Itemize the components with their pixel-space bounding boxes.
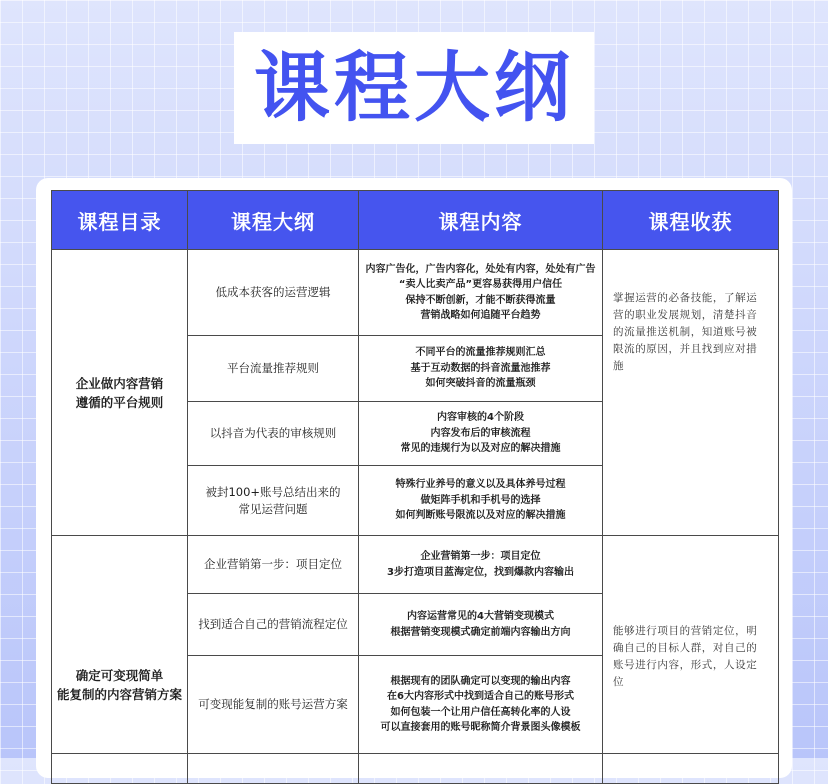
empty-cell [52, 754, 188, 784]
section-cell: 可变现能复制的账号运营方案 [188, 656, 359, 754]
header-content: 课程内容 [359, 191, 603, 250]
content-cell: 内容广告化，广告内容化，处处有内容，处处有广告 “卖人比卖产品”更容易获得用户信任 保持不断创新，才能不断获得流量 营销战略如何追随平台趋势 [359, 250, 603, 336]
section-cell: 被封100+账号总结出来的 常见运营问题 [188, 466, 359, 536]
category-label: 企业做内容营销 遵循的平台规则 [75, 375, 164, 410]
course-outline-table [51, 190, 779, 784]
content-cell: 内容运营常见的4大营销变现模式 根据营销变现模式确定前端内容输出方向 [359, 594, 603, 656]
content-cell: 不同平台的流量推荐规则汇总 基于互动数据的抖音流量池推荐 如何突破抖音的流量瓶颈 [359, 336, 603, 402]
page-title: 课程大纲 [254, 43, 574, 132]
table-header-row [52, 191, 779, 250]
empty-cell [188, 754, 359, 784]
header-gain: 课程收获 [603, 191, 779, 250]
table-row [52, 754, 779, 784]
section-cell: 低成本获客的运营逻辑 [188, 250, 359, 336]
section-cell: 以抖音为代表的审核规则 [188, 402, 359, 466]
empty-cell [359, 754, 603, 784]
category-label: 确定可变现简单 能复制的内容营销方案 [56, 667, 182, 702]
content-cell: 根据现有的团队确定可以变现的输出内容 在6大内容形式中找到适合自己的账号形式 如何包装一个让用户信任高转化率的人设 可以直接套用的账号昵称简介背景图头像模板 [359, 656, 603, 754]
gain-text: 能够进行项目的营销定位，明确自己的目标人群，对自己的账号进行内容，形式，人设定位 [613, 624, 758, 688]
section-cell: 平台流量推荐规则 [188, 336, 359, 402]
section-cell: 找到适合自己的营销流程定位 [188, 594, 359, 656]
table-row [52, 536, 779, 594]
category-cell [52, 250, 188, 536]
header-catalog: 课程目录 [52, 191, 188, 250]
empty-cell [603, 754, 779, 784]
category-cell [52, 536, 188, 754]
header-outline: 课程大纲 [188, 191, 359, 250]
title-banner [234, 32, 594, 144]
gain-cell [603, 250, 779, 536]
content-cell: 内容审核的4个阶段 内容发布后的审核流程 常见的违规行为以及对应的解决措施 [359, 402, 603, 466]
section-cell: 企业营销第一步：项目定位 [188, 536, 359, 594]
gain-text: 掌握运营的必备技能，了解运营的职业发展规划，清楚抖音的流量推送机制，知道账号被限流的原因，并且找到应对措施 [613, 292, 758, 372]
content-cell: 企业营销第一步：项目定位 3步打造项目蓝海定位，找到爆款内容输出 [359, 536, 603, 594]
gain-cell [603, 536, 779, 754]
table-row [52, 250, 779, 336]
content-cell: 特殊行业养号的意义以及具体养号过程 做矩阵手机和手机号的选择 如何判断账号限流以及对应的解决措施 [359, 466, 603, 536]
